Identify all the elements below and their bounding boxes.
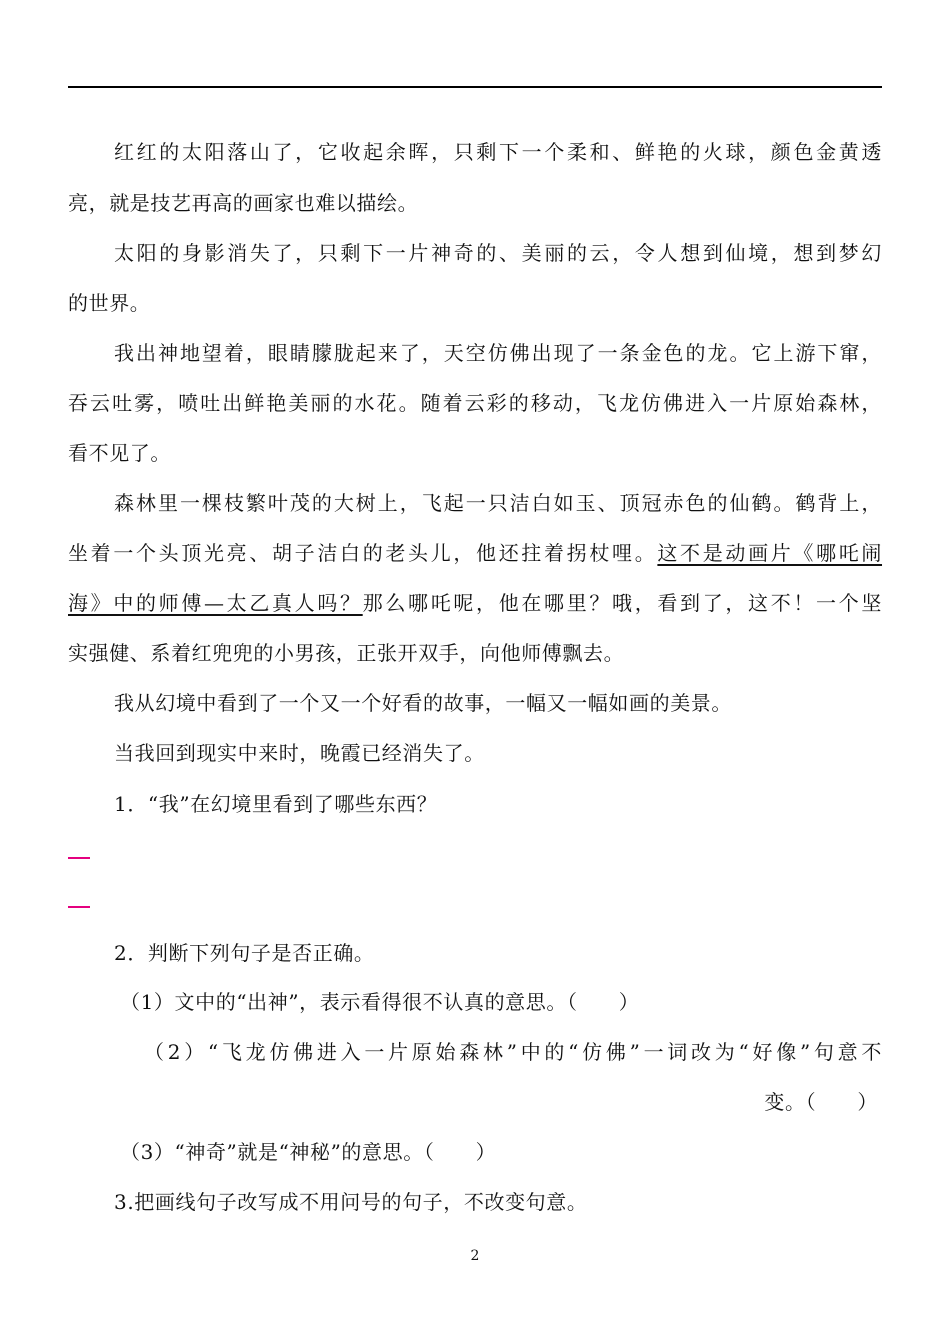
underlined-sentence-part-1: 这不是动画片《哪吒闹	[657, 541, 883, 565]
page-number: 2	[470, 1248, 480, 1264]
paragraph-1-line-2: 亮，就是技艺再高的画家也难以描绘。	[68, 191, 419, 215]
paragraph-5: 我从幻境中看到了一个又一个好看的故事，一幅又一幅如画的美景。	[114, 691, 732, 715]
question-2-item-2-line-1: （2）“飞龙仿佛进入一片原始森林”中的“仿佛”一词改为“好像”句意不	[144, 1040, 882, 1064]
question-1: 1．“我”在幻境里看到了哪些东西？	[114, 792, 438, 816]
question-3: 3.把画线句子改写成不用问号的句子，不改变句意。	[114, 1190, 588, 1214]
header-rule	[68, 86, 882, 88]
answer-line-2	[68, 906, 90, 908]
paragraph-4-line-4: 实强健、系着红兜兜的小男孩，正张开双手，向他师傅飘去。	[68, 641, 625, 665]
paragraph-1-line-1: 红红的太阳落山了，它收起余晖，只剩下一个柔和、鲜艳的火球，颜色金黄透	[114, 140, 882, 164]
question-2-item-1: （1）文中的“出神”，表示看得很不认真的意思。（ ）	[120, 990, 640, 1014]
paragraph-3-line-2: 吞云吐雾，喷吐出鲜艳美丽的水花。随着云彩的移动，飞龙仿佛进入一片原始森林，	[68, 391, 882, 415]
paragraph-2-line-1: 太阳的身影消失了，只剩下一片神奇的、美丽的云，令人想到仙境，想到梦幻	[114, 241, 882, 265]
paragraph-4-text: 坐着一个头顶光亮、胡子洁白的老头儿，他还拄着拐杖哩。	[68, 541, 658, 565]
paragraph-4-line-2	[68, 540, 882, 566]
question-2: 2．判断下列句子是否正确。	[114, 941, 375, 965]
answer-line-1	[68, 857, 90, 859]
paragraph-2-line-2: 的世界。	[68, 291, 151, 315]
paragraph-3-line-3: 看不见了。	[68, 441, 171, 465]
paragraph-6: 当我回到现实中来时，晚霞已经消失了。	[114, 741, 485, 765]
underlined-sentence-part-2: 海》中的师傅—太乙真人吗？	[68, 591, 363, 615]
paragraph-4-line-3	[68, 590, 882, 616]
question-2-item-2-line-2: 变。（ ）	[764, 1090, 878, 1114]
paragraph-3-line-1: 我出神地望着，眼睛朦胧起来了，天空仿佛出现了一条金色的龙。它上游下窜，	[114, 341, 882, 365]
question-2-item-3: （3）“神奇”就是“神秘”的意思。（ ）	[120, 1140, 497, 1164]
paragraph-4-line-1: 森林里一棵枝繁叶茂的大树上，飞起一只洁白如玉、顶冠赤色的仙鹤。鹤背上，	[114, 491, 882, 515]
paragraph-4-text: 那么哪吒呢，他在哪里？哦，看到了，这不！一个坚	[362, 591, 882, 615]
